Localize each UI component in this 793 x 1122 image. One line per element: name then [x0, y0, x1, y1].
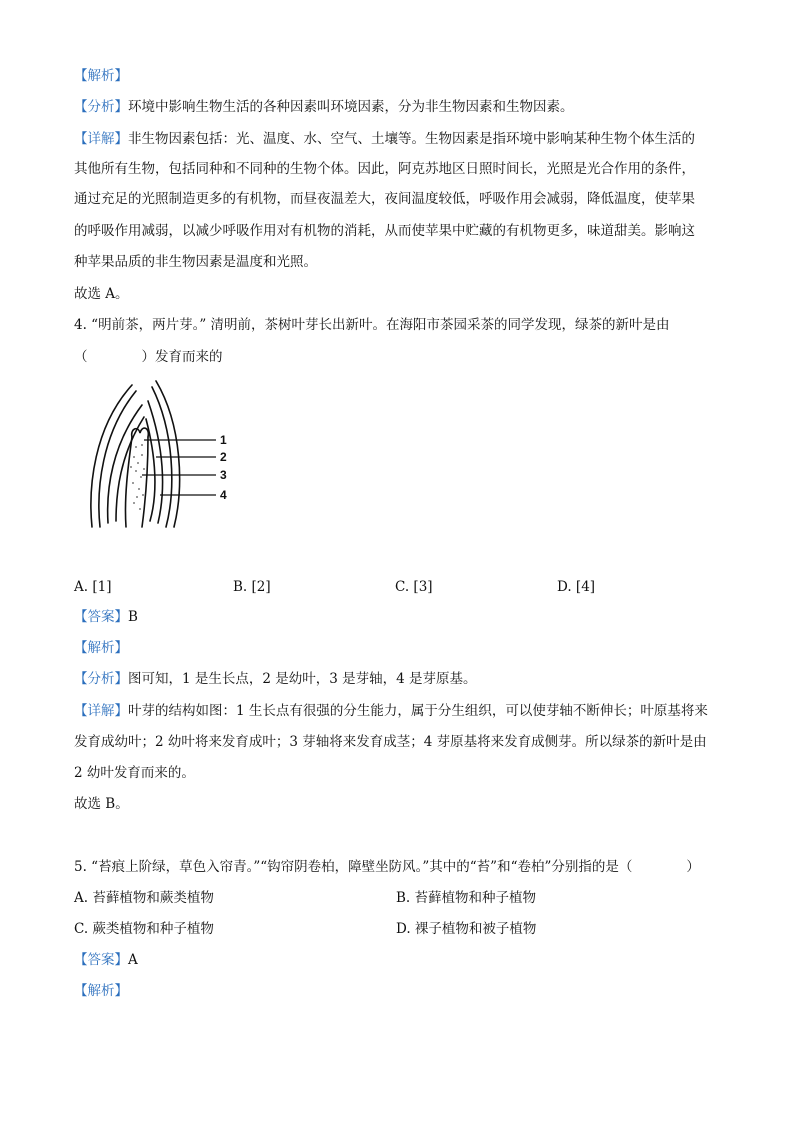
diagram-label-2: 2 — [220, 450, 227, 464]
q3-xiangjie-line-1 — [74, 130, 695, 148]
q4-option-a[interactable]: A. [1] — [74, 579, 112, 595]
q5-option-a[interactable]: A. 苔藓植物和蕨类植物 — [74, 890, 214, 906]
q3-jiexi-tag: 【解析】 — [74, 68, 128, 84]
q3-xiangjie-line-2: 其他所有生物，包括同种和不同种的生物个体。因此，阿克苏地区日照时间长，光照是光合作用的条件， — [74, 161, 695, 177]
q3-xiangjie-tag: 【详解】 — [74, 131, 128, 147]
q3-fenxi — [74, 98, 574, 116]
q3-xiangjie-line-3: 通过充足的光照制造更多的有机物，而昼夜温差大，夜间温度较低，呼吸作用会减弱，降低温度，使苹果 — [74, 191, 695, 207]
q4-conclusion: 故选 B。 — [74, 796, 129, 812]
q5-answer-value: A — [128, 952, 138, 968]
q5-option-b[interactable]: B. 苔藓植物和种子植物 — [396, 890, 537, 906]
q5-option-d[interactable]: D. 裸子植物和被子植物 — [396, 921, 537, 937]
q4-stem-line-2: （ ）发育而来的 — [74, 349, 223, 365]
q3-xiangjie-text-1: 非生物因素包括：光、温度、水、空气、土壤等。生物因素是指环境中影响某种生物个体生活的 — [128, 131, 695, 147]
q4-answer-value: B — [128, 609, 138, 625]
q4-answer — [74, 608, 138, 626]
q4-answer-tag: 【答案】 — [74, 609, 128, 625]
diagram-label-3: 3 — [220, 468, 227, 482]
q4-xiangjie-text-1: 叶芽的结构如图：1 生长点有很强的分生能力，属于分生组织，可以使芽轴不断伸长；叶原基将来 — [128, 703, 708, 719]
q3-xiangjie-line-5: 种苹果品质的非生物因素是温度和光照。 — [74, 254, 317, 270]
diagram-label-4: 4 — [220, 488, 227, 502]
q4-xiangjie-line-1 — [74, 702, 708, 720]
q4-xiangjie-line-2: 发育成幼叶；2 幼叶将来发育成叶；3 芽轴将来发育成茎；4 芽原基将来发育成侧芽。所以绿茶的新叶是由 — [74, 734, 707, 750]
q4-option-d[interactable]: D. [4] — [557, 579, 596, 595]
diagram-label-1: 1 — [220, 433, 227, 447]
q4-fenxi-tag: 【分析】 — [74, 671, 128, 687]
q4-fenxi-text: 图可知，1 是生长点，2 是幼叶，3 是芽轴，4 是芽原基。 — [128, 671, 477, 687]
q5-jiexi-tag: 【解析】 — [74, 983, 128, 999]
q3-fenxi-tag: 【分析】 — [74, 99, 128, 115]
q4-stem-line-1: 4. “明前茶，两片芽。” 清明前，茶树叶芽长出新叶。在海阳市茶园采茶的同学发现，绿茶的新叶是由 — [74, 317, 670, 333]
q3-fenxi-text: 环境中影响生物生活的各种因素叫环境因素，分为非生物因素和生物因素。 — [128, 99, 574, 115]
q4-option-c[interactable]: C. [3] — [395, 579, 433, 595]
leaf-bud-diagram — [86, 377, 246, 537]
q3-conclusion: 故选 A。 — [74, 286, 129, 302]
q5-option-c[interactable]: C. 蕨类植物和种子植物 — [74, 921, 214, 937]
q4-xiangjie-line-3: 2 幼叶发育而来的。 — [74, 765, 195, 781]
q4-fenxi — [74, 670, 477, 688]
q3-xiangjie-line-4: 的呼吸作用减弱，以减少呼吸作用对有机物的消耗，从而使苹果中贮藏的有机物更多，味道甜美。影响这 — [74, 223, 695, 239]
q5-answer — [74, 951, 138, 969]
q5-answer-tag: 【答案】 — [74, 952, 128, 968]
q4-jiexi-tag: 【解析】 — [74, 640, 128, 656]
q5-stem: 5. “苔痕上阶绿，草色入帘青。”“钩帘阴卷柏，障壁坐防风。”其中的“苔”和“卷柏”分别指的是（ ） — [74, 859, 700, 875]
q4-option-b[interactable]: B. [2] — [233, 579, 271, 595]
q4-xiangjie-tag: 【详解】 — [74, 703, 128, 719]
